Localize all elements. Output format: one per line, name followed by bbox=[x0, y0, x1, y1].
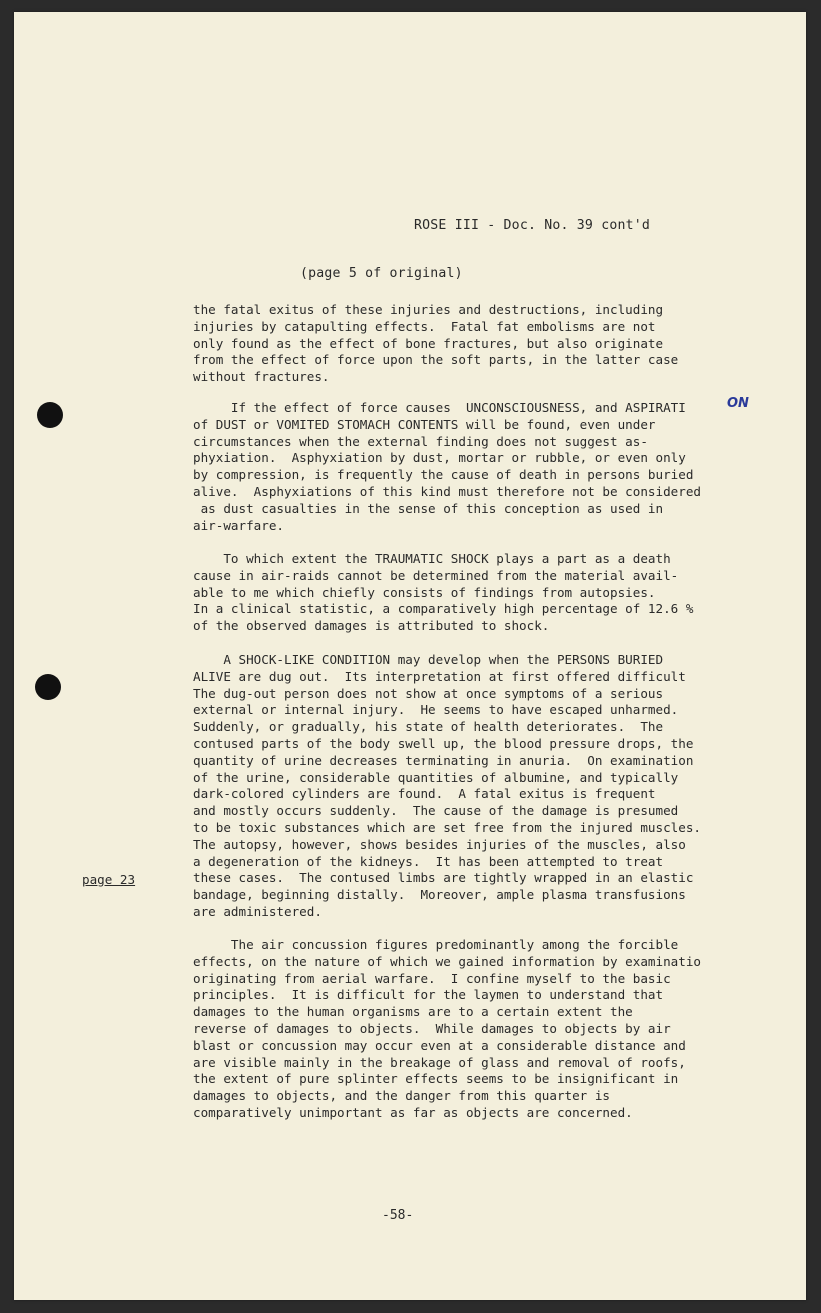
punch-hole-top bbox=[37, 402, 63, 428]
text-line: bandage, beginning distally. Moreover, ample plasma transfusions bbox=[193, 887, 686, 903]
text-line: phyxiation. Asphyxiation by dust, mortar or rubble, or even only bbox=[193, 450, 686, 466]
text-line: the extent of pure splinter effects seems to be insignificant in bbox=[193, 1071, 679, 1087]
text-line: of the observed damages is attributed to shock. bbox=[193, 618, 550, 634]
text-line: blast or concussion may occur even at a considerable distance and bbox=[193, 1037, 686, 1053]
text-line: A SHOCK-LIKE CONDITION may develop when the PERSONS BURIED bbox=[193, 652, 664, 667]
text-line: The air concussion figures predominantly among the forcible bbox=[193, 937, 679, 952]
margin-page-note: page 23 bbox=[82, 872, 136, 887]
original-page-reference: (page 5 of original) bbox=[300, 266, 463, 281]
text-line: comparatively unimportant as far as objects are concerned. bbox=[193, 1104, 633, 1120]
text-line: only found as the effect of bone fractures, but also originate bbox=[193, 335, 664, 351]
text-line: dark-colored cylinders are found. A fatal exitus is frequent bbox=[193, 786, 656, 802]
paragraph-5 bbox=[193, 937, 701, 1122]
text-line: and mostly occurs suddenly. The cause of the damage is presumed bbox=[193, 803, 679, 819]
text-line: originating from aerial warfare. I confine myself to the basic bbox=[193, 970, 671, 986]
text-line: external or internal injury. He seems to have escaped unharmed. bbox=[193, 702, 679, 718]
handwritten-correction: ON bbox=[727, 396, 749, 411]
text-line: cause in air-raids cannot be determined from the material avail- bbox=[193, 567, 679, 583]
text-line: ALIVE are dug out. Its interpretation at first offered difficult bbox=[193, 668, 686, 684]
text-line: by compression, is frequently the cause of death in persons buried bbox=[193, 467, 694, 483]
text-line: Suddenly, or gradually, his state of health deteriorates. The bbox=[193, 719, 664, 735]
text-line: of the urine, considerable quantities of albumine, and typically bbox=[193, 769, 679, 785]
text-line: reverse of damages to objects. While damages to objects by air bbox=[193, 1020, 671, 1036]
text-line: damages to objects, and the danger from this quarter is bbox=[193, 1088, 611, 1104]
doc-reference: ROSE III - Doc. No. 39 cont'd bbox=[414, 218, 651, 233]
paragraph-1 bbox=[193, 302, 678, 386]
text-line: In a clinical statistic, a comparatively high percentage of 12.6 % bbox=[193, 601, 694, 617]
text-line: contused parts of the body swell up, the blood pressure drops, the bbox=[193, 735, 694, 751]
text-line: without fractures. bbox=[193, 369, 330, 385]
text-line: able to me which chiefly consists of findings from autopsies. bbox=[193, 584, 656, 600]
text-line: of DUST or VOMITED STOMACH CONTENTS will be found, even under bbox=[193, 416, 656, 432]
text-line: these cases. The contused limbs are tightly wrapped in an elastic bbox=[193, 870, 694, 886]
text-line: from the effect of force upon the soft parts, in the latter case bbox=[193, 352, 679, 368]
text-line: principles. It is difficult for the laymen to understand that bbox=[193, 987, 664, 1003]
paragraph-3 bbox=[193, 551, 693, 635]
text-line: are visible mainly in the breakage of glass and removal of roofs, bbox=[193, 1054, 686, 1070]
text-line: To which extent the TRAUMATIC SHOCK plays a part as a death bbox=[193, 551, 671, 566]
text-line: are administered. bbox=[193, 903, 322, 919]
paragraph-2 bbox=[193, 400, 701, 534]
text-line: effects, on the nature of which we gained information by examinatio bbox=[193, 953, 701, 969]
paragraph-4 bbox=[193, 652, 701, 921]
text-line: the fatal exitus of these injuries and destructions, including bbox=[193, 302, 664, 317]
text-line: circumstances when the external finding does not suggest as- bbox=[193, 433, 648, 449]
text-line: The autopsy, however, shows besides injuries of the muscles, also bbox=[193, 836, 686, 852]
text-line: alive. Asphyxiations of this kind must therefore not be considered bbox=[193, 483, 701, 499]
text-line: as dust casualties in the sense of this conception as used in bbox=[193, 500, 664, 516]
punch-hole-bottom bbox=[35, 674, 61, 700]
text-line: a degeneration of the kidneys. It has been attempted to treat bbox=[193, 853, 664, 869]
text-line: injuries by catapulting effects. Fatal fat embolisms are not bbox=[193, 318, 656, 334]
text-line: quantity of urine decreases terminating in anuria. On examination bbox=[193, 752, 694, 768]
text-line: to be toxic substances which are set free from the injured muscles. bbox=[193, 819, 701, 835]
page-number: -58- bbox=[382, 1208, 414, 1223]
text-line: If the effect of force causes UNCONSCIOUSNESS, and ASPIRATI bbox=[193, 400, 686, 415]
text-line: damages to the human organisms are to a certain extent the bbox=[193, 1004, 633, 1020]
text-line: air-warfare. bbox=[193, 517, 284, 533]
text-line: The dug-out person does not show at once symptoms of a serious bbox=[193, 685, 664, 701]
